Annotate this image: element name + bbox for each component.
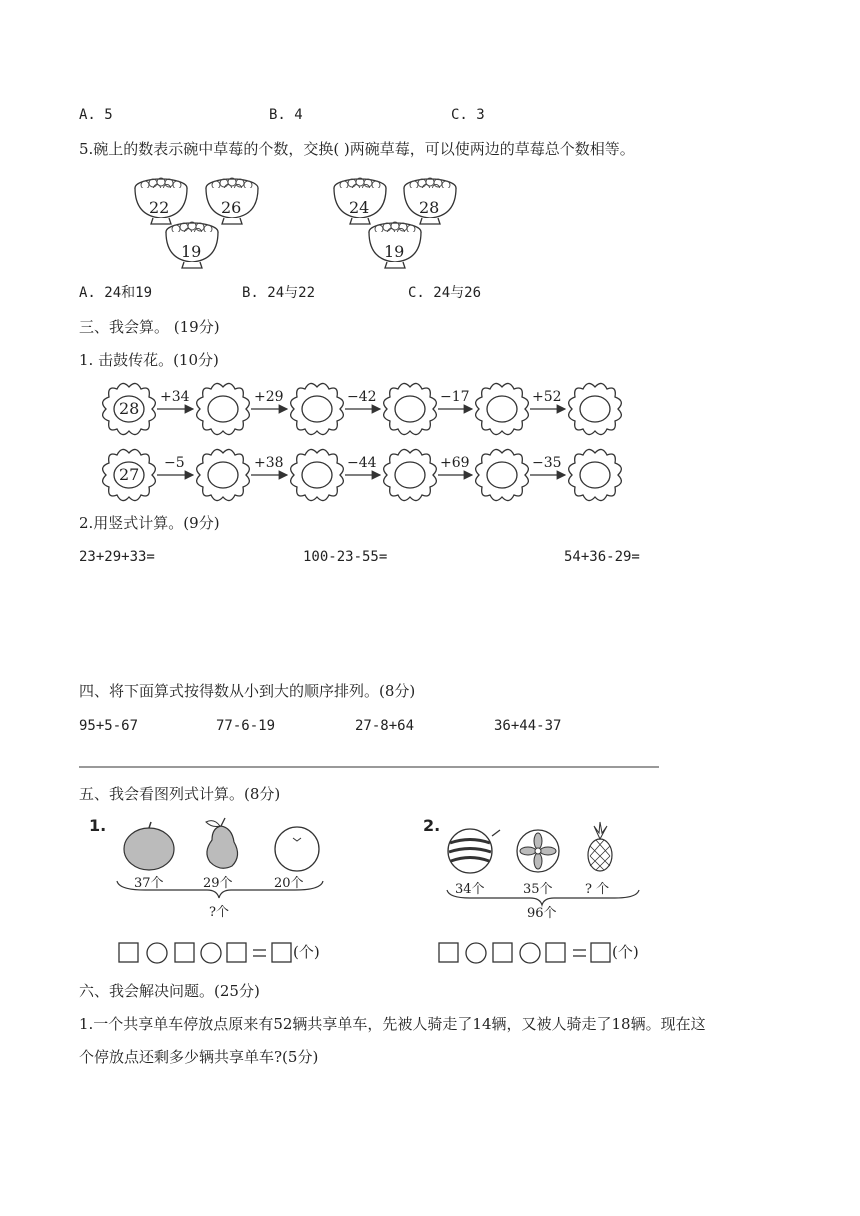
picture2-number: 2.	[423, 816, 441, 835]
order-expr: 36+44-37	[494, 718, 562, 734]
bowl-number: 26	[221, 198, 242, 217]
section6-title: 六、我会解决问题。(25分)	[79, 982, 260, 1000]
fruit-count: 20个	[274, 876, 304, 891]
row1-op: −17	[440, 389, 470, 405]
bowl-number: 22	[149, 198, 170, 217]
row2-op: −5	[164, 455, 185, 471]
watermelon-icon	[448, 829, 500, 873]
row1-start: 28	[119, 399, 140, 418]
section3-q2-title: 2.用竖式计算。(9分)	[79, 514, 220, 532]
apple-icon	[124, 822, 174, 870]
pear-icon	[206, 818, 238, 868]
row1-op: −42	[347, 389, 377, 405]
row1-op: +52	[532, 389, 562, 405]
row1-op: +34	[160, 389, 190, 405]
order-expr: 95+5-67	[79, 718, 139, 734]
q5-option-c: C. 24与26	[408, 285, 482, 301]
equation-1	[119, 943, 291, 963]
vertical-problem: 100-23-55=	[303, 549, 388, 565]
fruit-flower-icon	[517, 830, 559, 872]
order-expr: 77-6-19	[216, 718, 276, 734]
row2-start: 27	[119, 465, 140, 484]
section3-q1-title: 1. 击鼓传花。(10分)	[79, 351, 219, 369]
row2-op: +69	[440, 455, 470, 471]
q4-option-a: A. 5	[79, 107, 113, 123]
bowl-number: 28	[419, 198, 440, 217]
bowl-number: 19	[181, 242, 202, 261]
q4-option-b: B. 4	[269, 107, 303, 123]
order-expr: 27-8+64	[355, 718, 415, 734]
problem-text-line2: 个停放点还剩多少辆共享单车?(5分)	[79, 1048, 319, 1066]
fruit-count: 29个	[203, 876, 233, 891]
q5-option-a: A. 24和19	[79, 285, 153, 301]
pineapple-icon	[588, 822, 612, 871]
fruit-count: 35个	[523, 882, 553, 897]
vertical-problem: 54+36-29=	[564, 549, 640, 565]
bowl-number: 24	[349, 198, 370, 217]
fruit-count: 34个	[455, 882, 485, 897]
fruit-count: ? 个	[585, 882, 610, 897]
picture1-number: 1.	[89, 816, 107, 835]
equation-2	[439, 943, 610, 963]
vertical-problem: 23+29+33=	[79, 549, 155, 565]
problem-text-line1: 1.一个共享单车停放点原来有52辆共享单车，先被人骑走了14辆，又被人骑走了18辆。现在这	[79, 1015, 706, 1033]
section4-title: 四、将下面算式按得数从小到大的顺序排列。(8分)	[79, 682, 416, 700]
section5-title: 五、我会看图列式计算。(8分)	[79, 785, 281, 803]
total-count: 96个	[527, 906, 557, 921]
row2-op: +38	[254, 455, 284, 471]
q5-option-b: B. 24与22	[242, 285, 316, 301]
row2-op: −35	[532, 455, 562, 471]
q5-question: 5.碗上的数表示碗中草莓的个数，交换( )两碗草莓，可以使两边的草莓总个数相等。	[79, 140, 635, 158]
total-count: ?个	[209, 905, 229, 920]
unit-label: (个)	[293, 943, 320, 961]
unit-label: (个)	[612, 943, 639, 961]
q4-option-c: C. 3	[451, 107, 485, 123]
bowl-number: 19	[384, 242, 405, 261]
orange-icon	[275, 827, 319, 871]
fruit-count: 37个	[134, 876, 164, 891]
row1-op: +29	[254, 389, 284, 405]
section3-title: 三、我会算。 (19分)	[79, 318, 220, 336]
row2-op: −44	[347, 455, 377, 471]
